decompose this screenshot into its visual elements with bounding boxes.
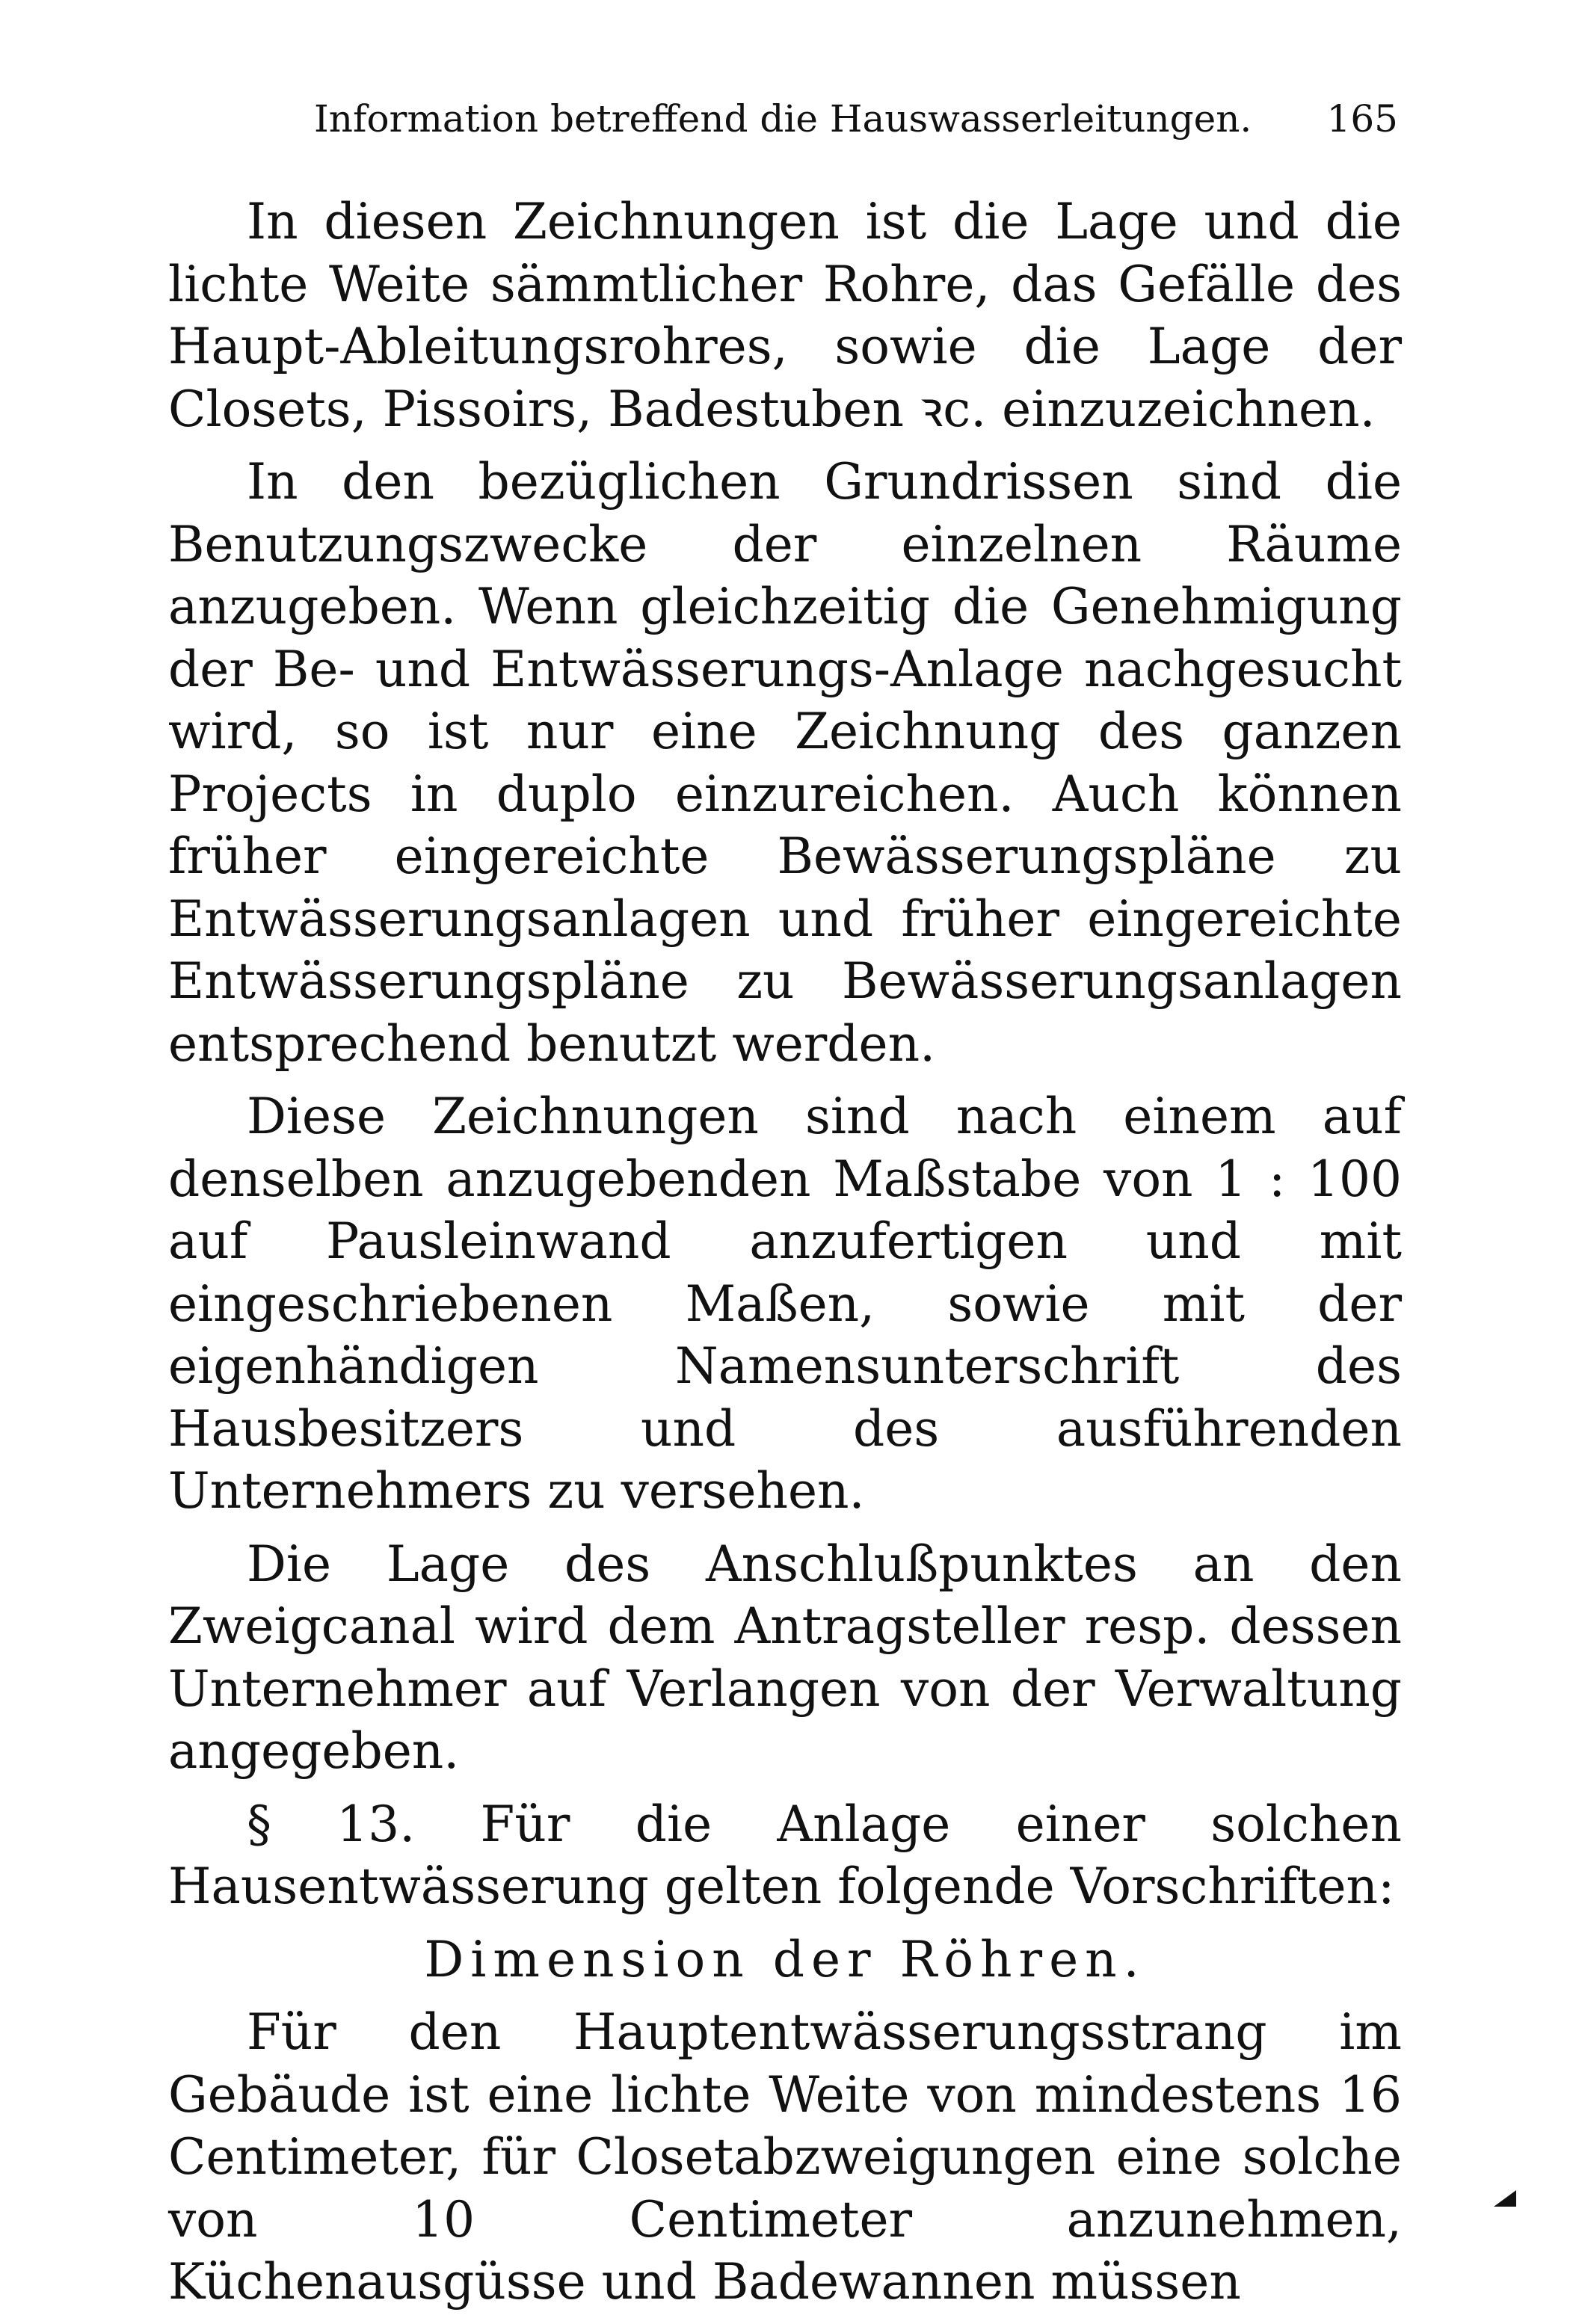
section-heading: Dimension der Röhren. [424, 1930, 1146, 1988]
page-header [314, 97, 1398, 157]
paragraph-section-13: § 13. Für die Anlage einer solchen Hausentwässerung gelten folgende Vorschriften: [168, 1795, 1402, 1915]
paragraph-drawings: In diesen Zeichnungen ist die Lage und die lichte Weite sämmtlicher Rohre, das Gefälle des Haupt-Ableitungsrohres, sowie die Lage der Closets, Pissoirs, Badestuben ꝛc. einzuzeichnen. [168, 193, 1402, 438]
printer-mark-icon [1494, 2190, 1516, 2207]
paragraph-connection-point: Die Lage des Anschlußpunktes an den Zweigcanal wird dem Antragsteller resp. dessen Unternehmer auf Verlangen von der Verwaltung angegeben. [168, 1535, 1402, 1780]
paragraph-floor-plans: In den bezüglichen Grundrissen sind die Benutzungszwecke der einzelnen Räume anzugeben. Wenn gleichzeitig die Genehmigung der Be- und Entwässerungs-Anlage nachgesucht wird, so ist nur eine Zeichnung des ganzen Projects in duplo einzureichen. Auch können früher eingereichte Bewässerungspläne zu Entwässerungsanlagen und früher eingereichte Entwässerungspläne zu Bewässerungsanlagen entsprechend benutzt werden. [168, 453, 1402, 1073]
paragraph-pipe-dimensions: Für den Hauptentwässerungsstrang im Gebäude ist eine lichte Weite von mindestens 16 Centimeter, für Closetabzweigungen eine solche von 10 Centimeter anzunehmen, Küchenausgüsse und Badewannen müssen [168, 2003, 1402, 2311]
running-head: Information betreffend die Hauswasserleitungen. [314, 97, 1252, 141]
paragraph-scale: Diese Zeichnungen sind nach einem auf denselben anzugebenden Maßstabe von 1 : 100 auf Pausleinwand anzufertigen und mit eingeschriebenen Maßen, sowie mit der eigenhändigen Namensunterschrift des Hausbesitzers und des ausführenden Unternehmers zu versehen. [168, 1088, 1402, 1520]
body-text [168, 191, 1402, 2324]
page-number: 165 [1326, 97, 1398, 141]
